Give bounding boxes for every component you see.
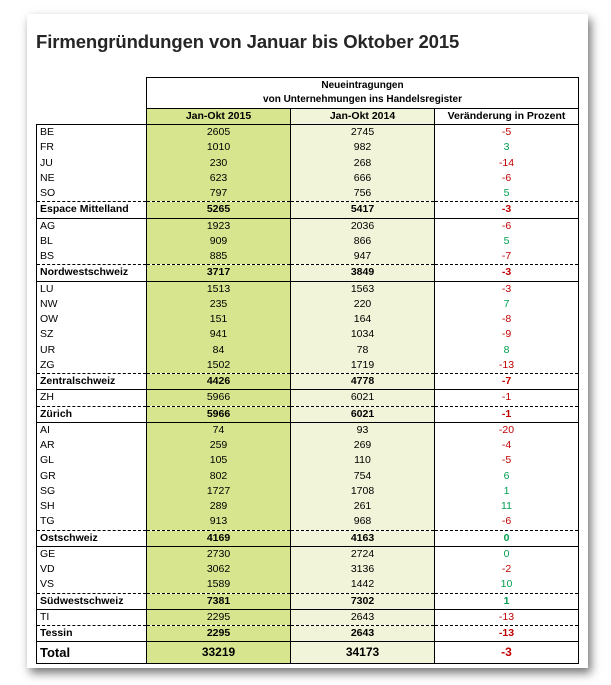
change-percent: 8: [435, 343, 579, 358]
table-row: [37, 438, 579, 453]
row-label: Südwestschweiz: [37, 593, 147, 609]
row-label: NE: [37, 171, 147, 186]
value-2015: 909: [147, 234, 291, 249]
change-percent: -4: [435, 438, 579, 453]
value-2015: 802: [147, 469, 291, 484]
row-label: SG: [37, 484, 147, 499]
value-2015: 913: [147, 514, 291, 530]
value-2015: 2295: [147, 626, 291, 642]
col-header-2014: Jan-Okt 2014: [291, 109, 435, 125]
value-2014: 866: [291, 234, 435, 249]
value-2014: 164: [291, 312, 435, 327]
change-percent: -3: [435, 265, 579, 281]
header-group-line2: von Unternehmungen ins Handelsregister: [263, 94, 462, 105]
row-label: SH: [37, 499, 147, 514]
region-subtotal-row: [37, 202, 579, 218]
row-label: BS: [37, 249, 147, 265]
region-subtotal-row: [37, 374, 579, 390]
table-row: [37, 499, 579, 514]
value-2014: 754: [291, 469, 435, 484]
change-percent: 5: [435, 186, 579, 202]
value-2014: 269: [291, 438, 435, 453]
change-percent: -6: [435, 514, 579, 530]
row-label: UR: [37, 343, 147, 358]
change-percent: -7: [435, 374, 579, 390]
table-row: [37, 609, 579, 625]
row-label: LU: [37, 281, 147, 297]
value-2014: 968: [291, 514, 435, 530]
total-change: -3: [435, 642, 579, 664]
row-label: FR: [37, 140, 147, 155]
value-2014: 2745: [291, 125, 435, 141]
value-2015: 2730: [147, 546, 291, 562]
change-percent: -5: [435, 125, 579, 141]
change-percent: -13: [435, 626, 579, 642]
value-2015: 1923: [147, 218, 291, 234]
value-2014: 756: [291, 186, 435, 202]
table-row: [37, 281, 579, 297]
change-percent: 7: [435, 297, 579, 312]
value-2014: 78: [291, 343, 435, 358]
change-percent: -13: [435, 609, 579, 625]
region-subtotal-row: [37, 626, 579, 642]
region-subtotal-row: [37, 530, 579, 546]
value-2014: 3849: [291, 265, 435, 281]
change-percent: -2: [435, 562, 579, 577]
header-columns-row: [37, 109, 579, 125]
table-row: [37, 546, 579, 562]
table-row: [37, 484, 579, 499]
total-2015: 33219: [147, 642, 291, 664]
value-2015: 289: [147, 499, 291, 514]
change-percent: 1: [435, 593, 579, 609]
change-percent: 10: [435, 577, 579, 593]
row-label: TG: [37, 514, 147, 530]
region-subtotal-row: [37, 406, 579, 422]
row-label: AR: [37, 438, 147, 453]
table-row: [37, 312, 579, 327]
table-row: [37, 171, 579, 186]
value-2015: 259: [147, 438, 291, 453]
value-2015: 3717: [147, 265, 291, 281]
value-2015: 1513: [147, 281, 291, 297]
table-row: [37, 422, 579, 438]
value-2014: 93: [291, 422, 435, 438]
value-2014: 1034: [291, 327, 435, 342]
table-row: [37, 358, 579, 374]
value-2015: 1502: [147, 358, 291, 374]
value-2014: 7302: [291, 593, 435, 609]
value-2015: 1010: [147, 140, 291, 155]
change-percent: -9: [435, 327, 579, 342]
region-subtotal-row: [37, 265, 579, 281]
change-percent: 0: [435, 530, 579, 546]
value-2015: 1727: [147, 484, 291, 499]
table-row: [37, 125, 579, 141]
total-2014: 34173: [291, 642, 435, 664]
value-2015: 941: [147, 327, 291, 342]
row-label: OW: [37, 312, 147, 327]
row-label: Espace Mittelland: [37, 202, 147, 218]
row-label: GL: [37, 453, 147, 468]
table-row: [37, 186, 579, 202]
value-2015: 105: [147, 453, 291, 468]
value-2015: 1589: [147, 577, 291, 593]
value-2015: 3062: [147, 562, 291, 577]
row-label: VS: [37, 577, 147, 593]
row-label: AI: [37, 422, 147, 438]
value-2015: 151: [147, 312, 291, 327]
change-percent: -7: [435, 249, 579, 265]
change-percent: 11: [435, 499, 579, 514]
value-2015: 84: [147, 343, 291, 358]
table-row: [37, 234, 579, 249]
value-2014: 4778: [291, 374, 435, 390]
value-2015: 74: [147, 422, 291, 438]
change-percent: 0: [435, 546, 579, 562]
row-label: Nordwestschweiz: [37, 265, 147, 281]
total-label: Total: [37, 642, 147, 664]
value-2015: 2605: [147, 125, 291, 141]
change-percent: -6: [435, 171, 579, 186]
table-row: [37, 343, 579, 358]
change-percent: -20: [435, 422, 579, 438]
table-row: [37, 514, 579, 530]
value-2015: 5265: [147, 202, 291, 218]
row-label: JU: [37, 156, 147, 171]
value-2014: 110: [291, 453, 435, 468]
value-2014: 3136: [291, 562, 435, 577]
value-2015: 2295: [147, 609, 291, 625]
change-percent: -1: [435, 390, 579, 406]
value-2015: 623: [147, 171, 291, 186]
header-group-cell: [147, 78, 579, 109]
header-group-row: [37, 78, 579, 109]
page-title: Firmengründungen von Januar bis Oktober 2015: [36, 31, 460, 52]
value-2014: 261: [291, 499, 435, 514]
value-2014: 1442: [291, 577, 435, 593]
value-2015: 7381: [147, 593, 291, 609]
table-row: [37, 453, 579, 468]
table-row: [37, 390, 579, 406]
row-label: AG: [37, 218, 147, 234]
value-2015: 230: [147, 156, 291, 171]
change-percent: 3: [435, 140, 579, 155]
value-2015: 235: [147, 297, 291, 312]
value-2015: 4169: [147, 530, 291, 546]
table-row: [37, 297, 579, 312]
table-row: [37, 140, 579, 155]
table-row: [37, 327, 579, 342]
value-2015: 885: [147, 249, 291, 265]
row-label: BL: [37, 234, 147, 249]
table-row: [37, 156, 579, 171]
data-table: [36, 77, 579, 664]
change-percent: -3: [435, 281, 579, 297]
table-row: [37, 562, 579, 577]
value-2014: 2036: [291, 218, 435, 234]
value-2014: 6021: [291, 406, 435, 422]
change-percent: -1: [435, 406, 579, 422]
value-2014: 947: [291, 249, 435, 265]
value-2015: 797: [147, 186, 291, 202]
value-2014: 2643: [291, 626, 435, 642]
row-label: BE: [37, 125, 147, 141]
row-label: Zürich: [37, 406, 147, 422]
table-row: [37, 249, 579, 265]
row-label: GE: [37, 546, 147, 562]
row-label: ZH: [37, 390, 147, 406]
value-2015: 4426: [147, 374, 291, 390]
change-percent: 6: [435, 469, 579, 484]
value-2014: 2724: [291, 546, 435, 562]
value-2014: 1563: [291, 281, 435, 297]
row-label: GR: [37, 469, 147, 484]
header-blank-cell: [37, 109, 147, 125]
value-2014: 5417: [291, 202, 435, 218]
value-2014: 1708: [291, 484, 435, 499]
col-header-change: Veränderung in Prozent: [435, 109, 579, 125]
value-2015: 5966: [147, 406, 291, 422]
row-label: Tessin: [37, 626, 147, 642]
header-blank-cell: [37, 78, 147, 109]
table-row: [37, 469, 579, 484]
value-2014: 2643: [291, 609, 435, 625]
col-header-2015: Jan-Okt 2015: [147, 109, 291, 125]
change-percent: -8: [435, 312, 579, 327]
value-2014: 6021: [291, 390, 435, 406]
value-2014: 220: [291, 297, 435, 312]
row-label: SZ: [37, 327, 147, 342]
row-label: SO: [37, 186, 147, 202]
value-2014: 268: [291, 156, 435, 171]
row-label: ZG: [37, 358, 147, 374]
value-2014: 982: [291, 140, 435, 155]
change-percent: -6: [435, 218, 579, 234]
table-row: [37, 218, 579, 234]
value-2014: 4163: [291, 530, 435, 546]
table-row: [37, 577, 579, 593]
change-percent: -3: [435, 202, 579, 218]
change-percent: 5: [435, 234, 579, 249]
row-label: Ostschweiz: [37, 530, 147, 546]
row-label: NW: [37, 297, 147, 312]
value-2014: 1719: [291, 358, 435, 374]
header-group-line1: Neueintragungen: [321, 80, 404, 91]
row-label: Zentralschweiz: [37, 374, 147, 390]
row-label: VD: [37, 562, 147, 577]
value-2015: 5966: [147, 390, 291, 406]
value-2014: 666: [291, 171, 435, 186]
region-subtotal-row: [37, 593, 579, 609]
total-row: [37, 642, 579, 664]
change-percent: -13: [435, 358, 579, 374]
change-percent: -14: [435, 156, 579, 171]
change-percent: 1: [435, 484, 579, 499]
change-percent: -5: [435, 453, 579, 468]
row-label: TI: [37, 609, 147, 625]
